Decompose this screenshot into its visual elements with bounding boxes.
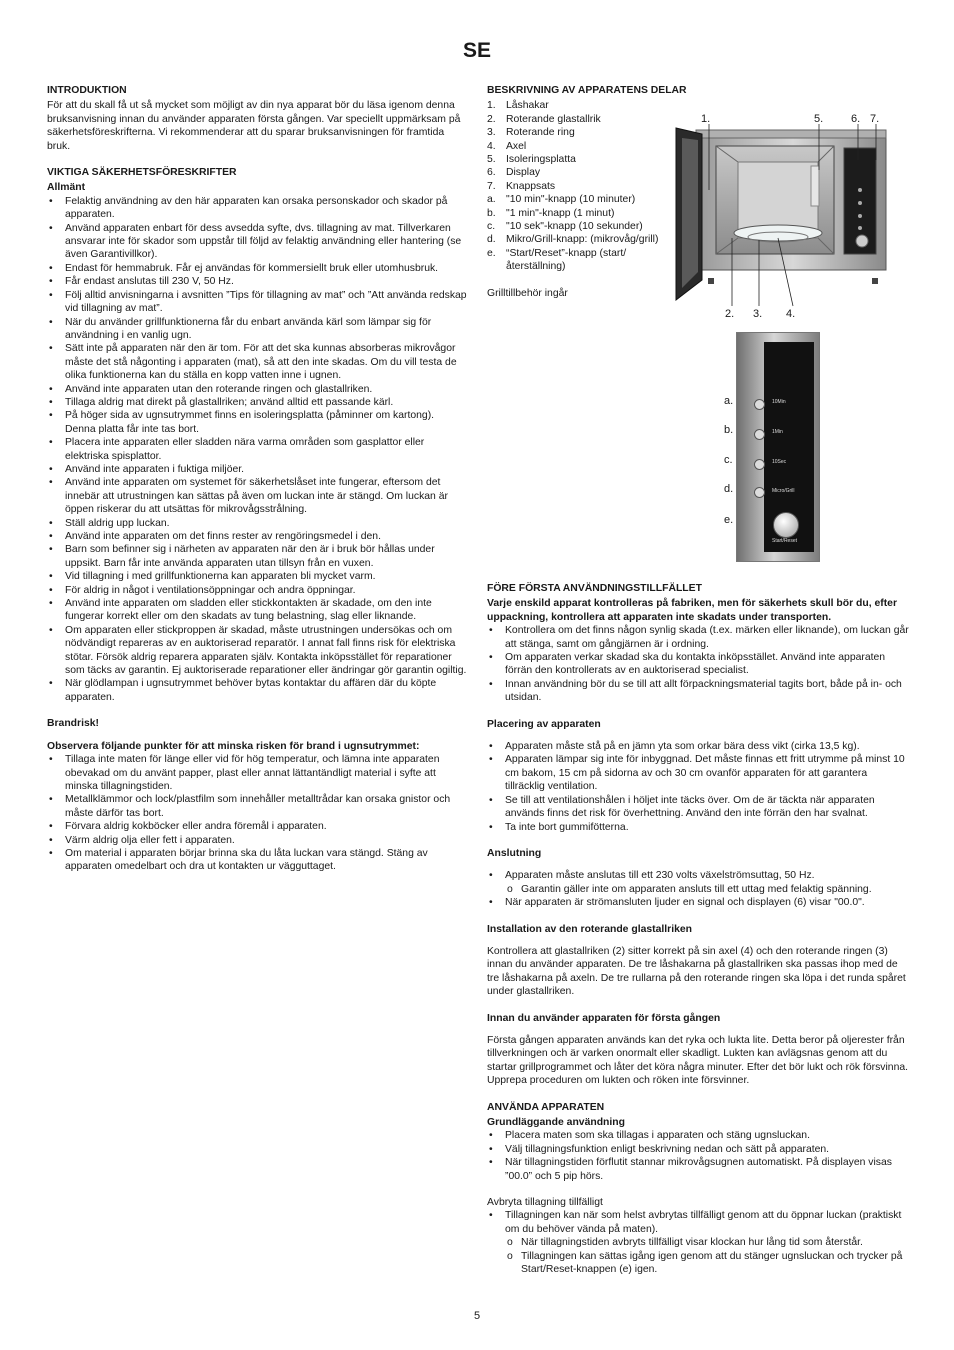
list-item: • Använd inte apparaten om det finns rester av rengöringsmedel i den. — [47, 530, 467, 543]
part-number: b. — [487, 207, 496, 219]
part-label: Isoleringsplatta — [506, 154, 576, 166]
first-time-text: Första gången apparaten används kan det ryka och lukta lite. Detta beror på oljerester från tillverkningen och är varken onormalt eller skadligt. Lukten kan avlägsnas genom att du startar grillprogrammet och låter det köra några minuter. Efter det bör lukt och rök försvinna. Upprepa proceduren om lukten och röken inte försvinner. — [487, 1034, 909, 1087]
panel-label-e: e. — [724, 514, 734, 526]
parts-heading: BESKRIVNING AV APPARATENS DELAR — [487, 85, 687, 96]
right-column-lower — [487, 582, 909, 1276]
list-item: • Förvara aldrig kokböcker eller andra föremål i apparaten. — [47, 820, 467, 833]
left-column — [47, 84, 467, 874]
part-item — [487, 166, 659, 179]
panel-text-micro-grill: Micro/Grill — [772, 488, 795, 494]
connection-list — [487, 869, 909, 909]
list-item: • Välj tillagningsfunktion enligt beskrivning nedan och sätt på apparaten. — [487, 1143, 909, 1156]
panel-text-10sec: 10Sec — [772, 459, 787, 465]
connection-item-2: • När apparaten är strömansluten ljuder en signal och displayen (6) visar "00.0". — [487, 896, 909, 909]
intro-text: För att du skall få ut så mycket som möjligt av din nya apparat bör du läsa igenom denna bruksanvisning innan du använder apparaten första gången. Var speciellt uppmärksam på säkerhetsföreskrifterna. Vi rekommenderar att du sparar bruksanvisningen för framtida bruk. — [47, 100, 461, 152]
list-item: • Om apparaten eller stickproppen är skadad, måste utrustningen undersökas och om nödvändigt repareras av en auktoriserad reparatör. I annat fall finns risk för elektriska stötar. Försök aldrig reparera apparaten själv. Kontakta inköpsstället för reparationer som täcks av garantin. Ej auktoriserade reparationer eller ändringar gör garantin ogiltig. — [47, 624, 467, 678]
connection-heading: Anslutning — [487, 847, 542, 859]
list-item: • När tillagningstiden förflutit stannar mikrovågsugnen automatiskt. På displayen visas ”00.0” och 5 pip hörs. — [487, 1156, 909, 1183]
part-item — [487, 247, 659, 274]
list-item: • Värm aldrig olja eller fett i apparaten. — [47, 834, 467, 847]
list-item: • När glödlampan i ugnsutrymmet behöver bytas kontaktar du affären där du köpte apparaten. — [47, 677, 467, 704]
panel-label-a: a. — [724, 395, 734, 407]
control-panel-figure — [720, 332, 820, 562]
panel-text-1min: 1Min — [772, 429, 783, 435]
list-item: • Om material i apparaten börjar brinna ska du låta luckan vara stängd. Stäng av apparaten omedelbart och dra ut kontakten ur vägguttaget. — [47, 847, 467, 874]
list-item: • Felaktig användning av den här apparaten kan orsaka personskador och skador på apparaten. — [47, 195, 467, 222]
panel-label-c: c. — [724, 454, 733, 466]
accessory-note: Grilltillbehör ingår — [487, 287, 568, 299]
list-item: • Innan användning bör du se till att allt förpackningsmaterial tagits bort, både på in- och utsidan. — [487, 678, 909, 705]
before-use-intro: Varje enskild apparat kontrolleras på fabriken, men för säkerhets skull bör du, efter uppackning, kontrollera att apparaten inte skadats under transporten. — [487, 598, 897, 623]
list-item: • Använd inte apparaten i fuktiga miljöer. — [47, 463, 467, 476]
part-item — [487, 233, 659, 246]
microwave-figure — [668, 110, 888, 322]
safety-heading: VIKTIGA SÄKERHETSFÖRESKRIFTER — [47, 167, 237, 179]
part-label: Roterande glastallrik — [506, 113, 601, 125]
intro-heading: INTRODUKTION — [47, 85, 127, 96]
connection-item-1: Apparaten måste anslutas till ett 230 volts växelströmsuttag, 50 Hz. — [505, 870, 815, 882]
part-number: 7. — [487, 180, 496, 192]
before-use-heading: FÖRE FÖRSTA ANVÄNDNINGSTILLFÄLLET — [487, 583, 702, 594]
part-label: "10 min"-knapp (10 minuter) — [506, 194, 636, 206]
part-label: Knappsats — [506, 180, 556, 192]
list-item: • Metallklämmor och lock/plastfilm som innehåller metalltrådar kan orsaka gnistor och måste därför tas bort. — [47, 793, 467, 820]
part-item — [487, 126, 659, 139]
part-label: "1 min"-knapp (1 minut) — [506, 207, 615, 219]
panel-label-b: b. — [724, 424, 734, 436]
placement-heading: Placering av apparaten — [487, 718, 601, 730]
list-item: o Tillagningen kan sättas igång igen genom att du stänger ugnsluckan och trycker på Start/Reset-knappen (e) igen. — [505, 1250, 909, 1277]
part-number: 6. — [487, 167, 496, 179]
part-label: Roterande ring — [506, 127, 575, 139]
pause-heading: Avbryta tillagning tillfälligt — [487, 1197, 603, 1209]
part-item — [487, 207, 659, 220]
list-item: • Barn som befinner sig i närheten av apparaten när den är i bruk bör hållas under uppsikt. Barn får inte använda apparaten utan tillsyn från en vuxen. — [47, 543, 467, 570]
part-item — [487, 220, 659, 233]
pause-item: Tillagningen kan när som helst avbrytas tillfälligt genom att du öppnar luckan (praktiskt om du behöver vända på maten). — [505, 1210, 902, 1235]
panel-label-d: d. — [724, 483, 734, 495]
first-time-heading: Innan du använder apparaten för första gången — [487, 1012, 721, 1024]
list-item: • Apparaten måste stå på en jämn yta som orkar bära dess vikt (cirka 13,5 kg). — [487, 740, 909, 753]
list-item: • Apparaten lämpar sig inte för inbyggnad. Det måste finnas ett fritt utrymme på minst 10 cm bakom, 15 cm på sidorna av och 30 cm ovanför apparaten för att garantera tillräcklig ventilation. — [487, 753, 909, 793]
language-code: SE — [462, 39, 491, 62]
panel-button-c[interactable] — [754, 459, 765, 470]
microwave-illustration — [668, 110, 888, 322]
list-item — [487, 869, 909, 896]
page-number: 5 — [473, 1310, 481, 1322]
before-use-list — [487, 624, 909, 704]
part-item — [487, 140, 659, 153]
part-item — [487, 180, 659, 193]
panel-text-start-reset: Start/Reset — [772, 538, 798, 544]
part-number: e. — [487, 247, 496, 259]
callout-3: 3. — [753, 308, 763, 320]
part-label: Låshakar — [506, 100, 549, 112]
part-number: 3. — [487, 127, 496, 139]
part-label: “Start/Reset”-knapp (start/ återställning) — [506, 247, 627, 273]
list-item: • Endast för hemmabruk. Får ej användas för kommersiellt bruk eller utomhusbruk. — [47, 262, 467, 275]
list-item: • Ställ aldrig upp luckan. — [47, 517, 467, 530]
list-item: • Placera maten som ska tillagas i apparaten och stäng ugnsluckan. — [487, 1129, 909, 1142]
list-item: • På höger sida av ugnsutrymmet finns en isoleringsplatta (påminner om kartong). Denna platta får inte tas bort. — [47, 409, 467, 436]
general-heading: Allmänt — [47, 182, 86, 194]
list-item: • Tillaga inte maten för länge eller vid för hög temperatur, och lämna inte apparaten obevakad om du använt papper, plast eller annat lättantändligt material i syfte att minska tillagningstiden. — [47, 753, 467, 793]
part-number: 2. — [487, 113, 496, 125]
panel-text-10min: 10Min — [772, 399, 786, 405]
part-item — [487, 193, 659, 206]
list-item: • Ta inte bort gummifötterna. — [487, 821, 909, 834]
part-item — [487, 153, 659, 166]
list-item: • Använd inte apparaten om systemet för säkerhetslåset inte fungerar, eftersom det innebär att utrustningen kan sättas på även om luckan inte är stängd. Om luckan är öppen riskerar du att utsättas för mikrovågsstrålning. — [47, 476, 467, 516]
list-item: • Följ alltid anvisningarna i avsnitten ”Tips för tillagning av mat” och ”Att använda redskap vid tillagning av mat”. — [47, 289, 467, 316]
list-item — [487, 1209, 909, 1276]
list-item: • För aldrig in något i ventilationsöppningar och andra öppningar. — [47, 584, 467, 597]
fire-subheading: Observera följande punkter för att minska risken för brand i ugnsutrymmet: — [47, 740, 420, 752]
part-label: Display — [506, 167, 541, 179]
part-number: c. — [487, 221, 496, 233]
panel-button-e[interactable] — [773, 512, 799, 538]
part-item — [487, 99, 659, 112]
panel-button-b[interactable] — [754, 429, 765, 440]
callout-1: 1. — [701, 113, 711, 125]
part-number: d. — [487, 234, 496, 246]
list-item: • Om apparaten verkar skadad ska du kontakta inköpsstället. Använd inte apparaten förrän den kontrollerats av en auktoriserad specialist. — [487, 651, 909, 678]
list-item: • Sätt inte på apparaten när den är tom. För att det ska kunnas absorberas mikrovågor måste det stå någonting i apparaten (mat), så att den inte skadas. Om du vill testa de olika funktionerna kan du ställa en kopp vatten inne i ugnen. — [47, 342, 467, 382]
part-number: 4. — [487, 140, 496, 152]
list-item: • Använd inte apparaten utan den roterande ringen och glastallriken. — [47, 383, 467, 396]
part-label: Mikro/Grill-knapp: (mikrovåg/grill) — [506, 234, 659, 246]
connection-subitem: o Garantin gäller inte om apparaten ansluts till ett uttag med felaktig spänning. — [505, 883, 909, 896]
fire-heading: Brandrisk! — [47, 718, 99, 730]
general-safety-list — [47, 195, 467, 704]
list-item: • Se till att ventilationshålen i höljet inte täcks över. Om de är täckta när apparaten används finns det risk för överhettning. Använd den inte förrän den har svalnat. — [487, 794, 909, 821]
parts-list — [487, 99, 659, 273]
using-heading: ANVÄNDA APPARATEN — [487, 1101, 605, 1113]
fire-safety-list — [47, 753, 467, 874]
pause-list — [487, 1209, 909, 1276]
callout-2: 2. — [725, 308, 735, 320]
part-item — [487, 113, 659, 126]
list-item: • Vid tillagning i med grillfunktionerna kan apparaten bli mycket varm. — [47, 570, 467, 583]
list-item: o När tillagningstiden avbryts tillfälligt visar klockan hur lång tid som återstår. — [505, 1236, 909, 1249]
callout-7: 7. — [870, 113, 880, 125]
part-label: Axel — [506, 140, 527, 152]
list-item: • Får endast anslutas till 230 V, 50 Hz. — [47, 275, 467, 288]
basic-use-heading: Grundläggande användning — [487, 1117, 625, 1128]
part-label: "10 sek"-knapp (10 sekunder) — [506, 221, 643, 233]
install-text: Kontrollera att glastallriken (2) sitter korrekt på sin axel (4) och den roterande ringen (3) innan du använder apparaten. De tre låshakarna på glastallriken ska passas ihop med de tre låshakarna på axeln. De tre rullarna på den roterande ringen ska löpa i det runda spåret under glastallriken. — [487, 945, 906, 998]
list-item: • Placera inte apparaten eller sladden nära varma områden som gasplattor eller elektriska spisplattor. — [47, 436, 467, 463]
callout-6: 6. — [851, 113, 861, 125]
list-item: • Kontrollera om det finns någon synlig skada (t.ex. märken eller liknande), om luckan går att stänga, samt om gångjärnen är i ordning. — [487, 624, 909, 651]
callout-4: 4. — [786, 308, 796, 320]
basic-use-list — [487, 1129, 909, 1183]
list-item: • Tillaga aldrig mat direkt på glastallriken; använd alltid ett passande kärl. — [47, 396, 467, 409]
list-item: • Använd apparaten enbart för dess avsedda syfte, dvs. tillagning av mat. Tillverkaren ansvarar inte för skador som uppstår till följd av felaktig användning eller hantering (se även Garantivillkor). — [47, 222, 467, 262]
install-heading: Installation av den roterande glastallriken — [487, 923, 692, 935]
part-number: 5. — [487, 154, 496, 166]
callout-5: 5. — [814, 113, 824, 125]
panel-button-d[interactable] — [754, 487, 765, 498]
part-number: 1. — [487, 100, 496, 112]
part-number: a. — [487, 194, 496, 206]
pause-sublist — [505, 1236, 909, 1276]
list-item: • När du använder grillfunktionerna får du enbart använda kärl som lämpar sig för användning i en vanlig ugn. — [47, 316, 467, 343]
list-item: • Använd inte apparaten om sladden eller stickkontakten är skadade, om den inte fungerar korrekt eller om den skadats av tung belastning, slag eller liknande. — [47, 597, 467, 624]
panel-button-a[interactable] — [754, 399, 765, 410]
placement-list — [487, 740, 909, 834]
